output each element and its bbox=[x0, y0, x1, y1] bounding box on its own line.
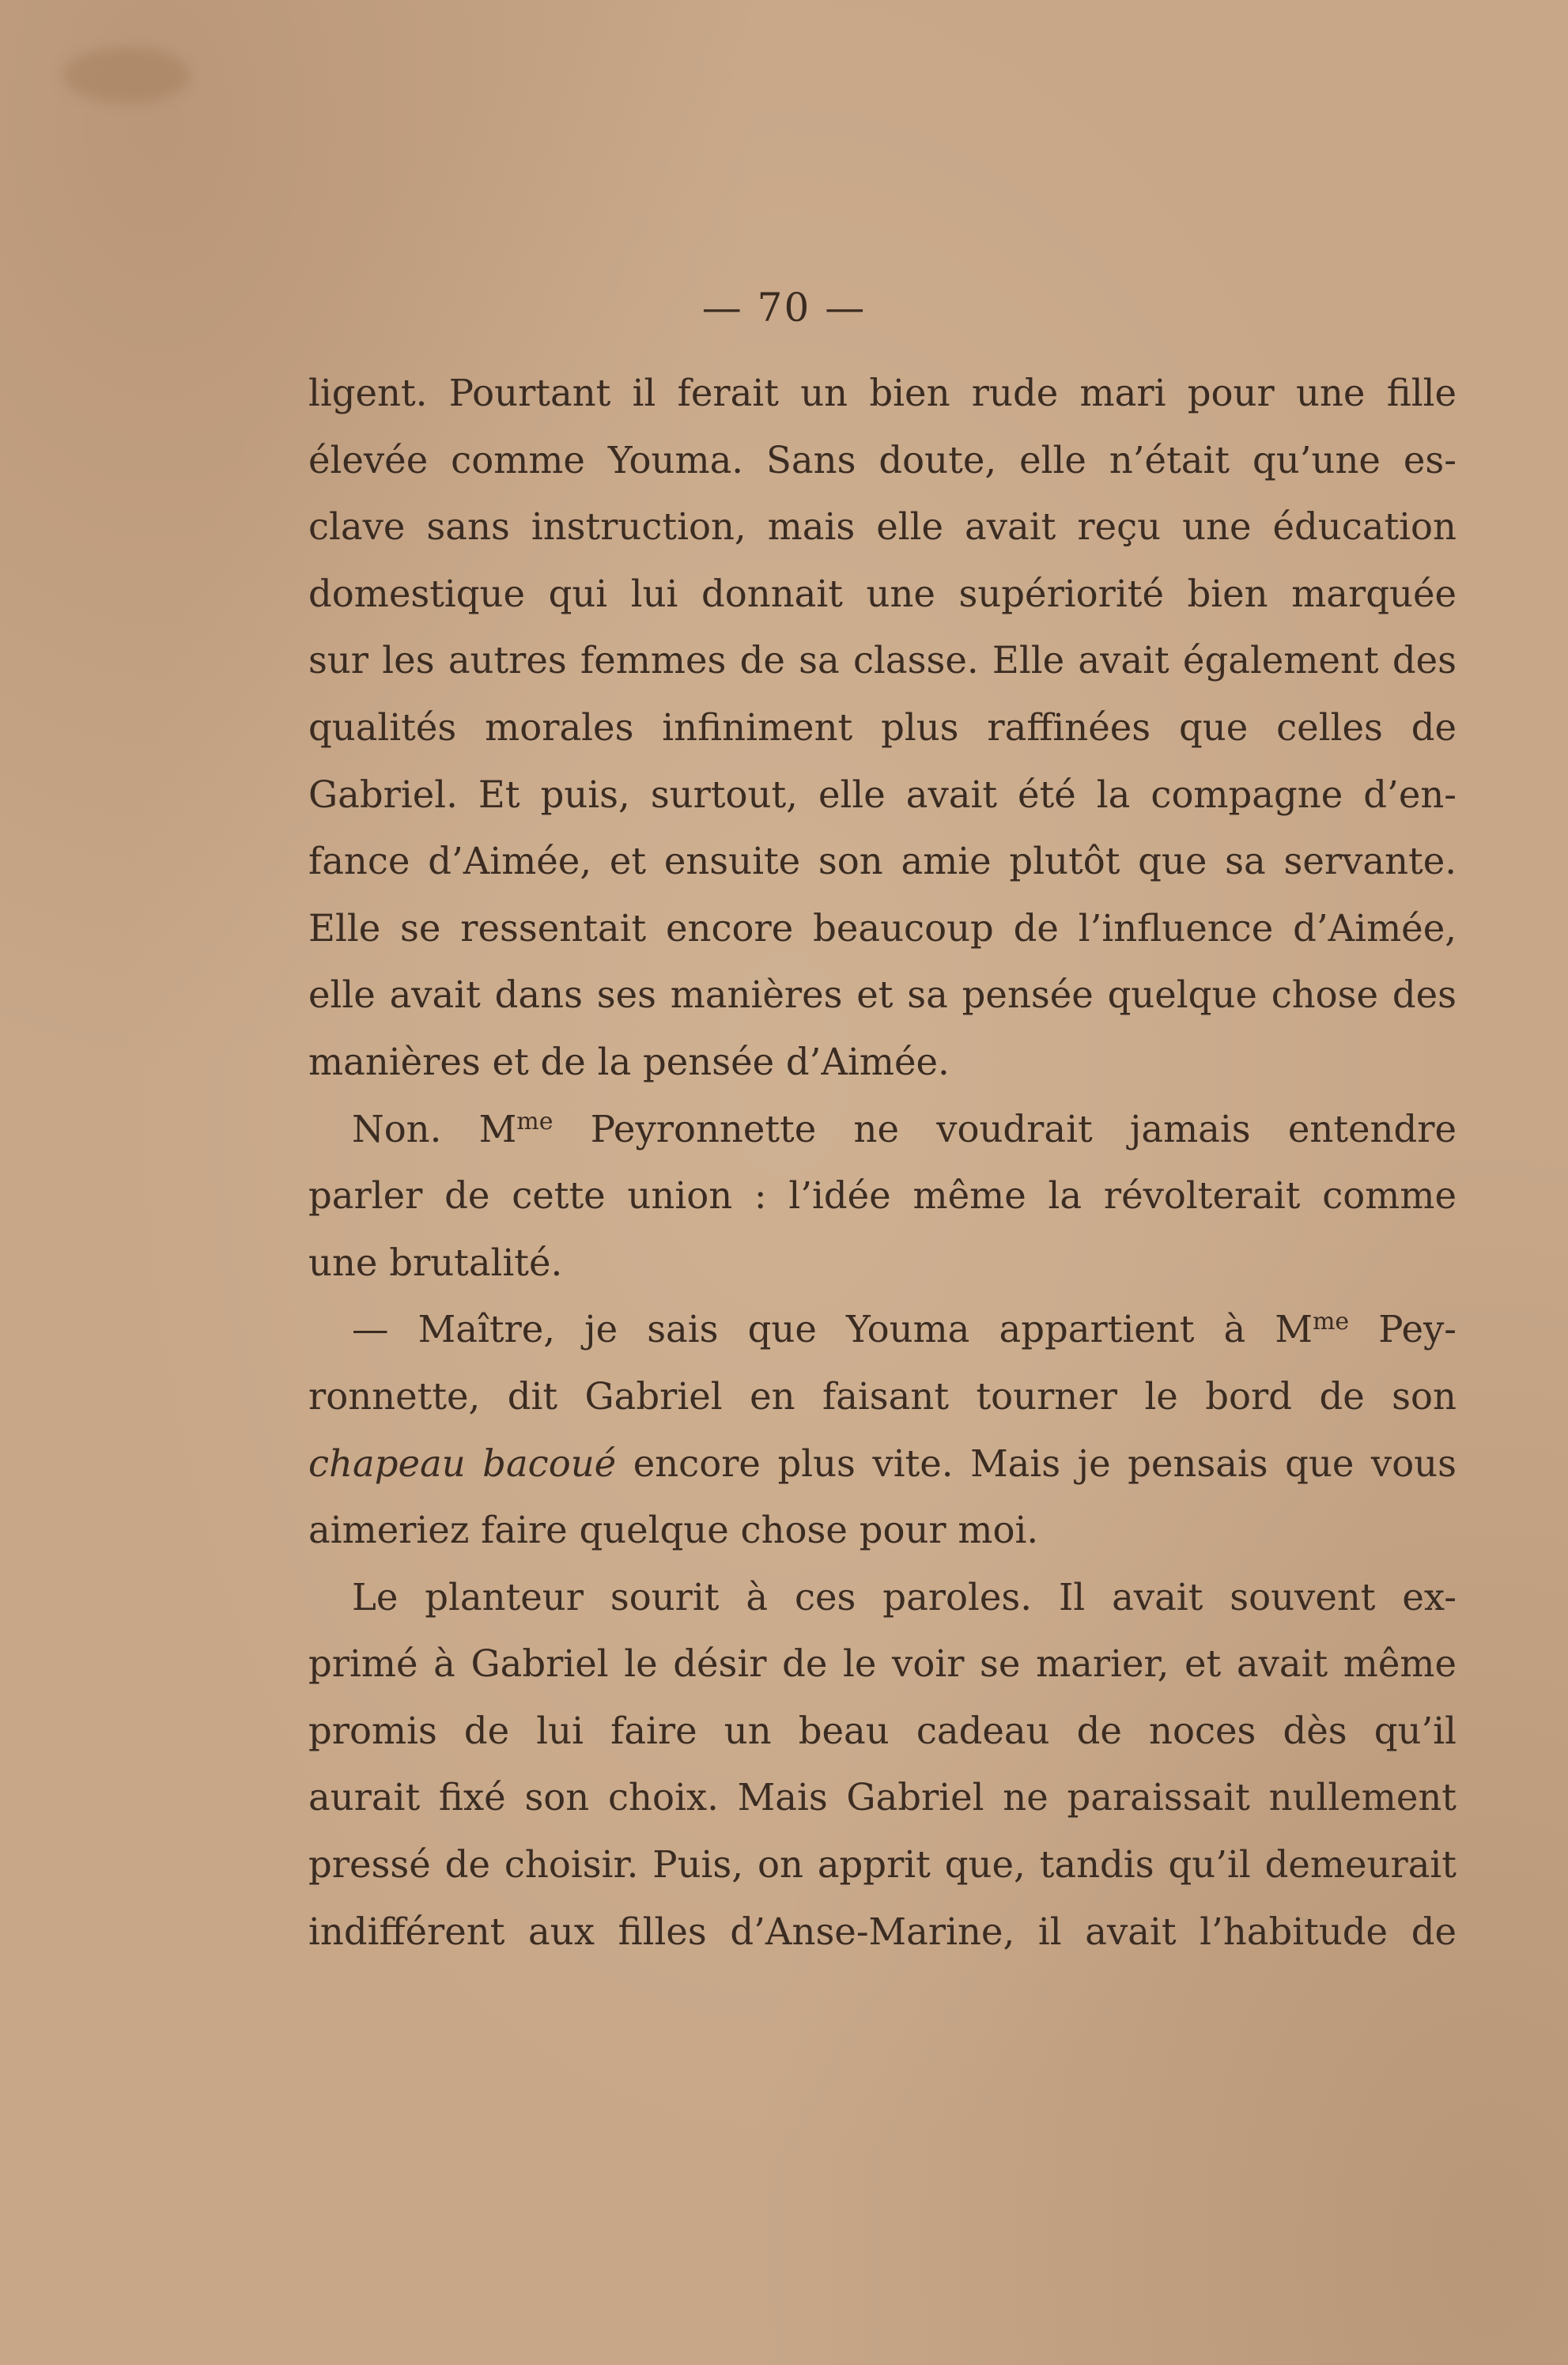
superscript: me bbox=[516, 1107, 554, 1135]
text-line: primé à Gabriel le désir de le voir se marier, et avait même bbox=[308, 1642, 1457, 1686]
text-line: aimeriez faire quelque chose pour moi. bbox=[308, 1509, 1039, 1552]
text-line: elle avait dans ses manières et sa pensée quelque chose des bbox=[308, 973, 1457, 1017]
text-line: qualités morales infiniment plus raffinées que celles de bbox=[308, 705, 1457, 749]
superscript: me bbox=[1312, 1308, 1350, 1336]
text-fragment: Pey- bbox=[1349, 1308, 1457, 1351]
page-number: — 70 — bbox=[701, 285, 867, 331]
text-fragment: encore plus vite. Mais je pensais que vous bbox=[616, 1441, 1457, 1485]
text-line: manières et de la pensée d’Aimée. bbox=[308, 1040, 950, 1083]
text-line: ligent. Pourtant il ferait un bien rude mari pour une fille bbox=[308, 372, 1457, 414]
italic-text: chapeau bacoué bbox=[308, 1441, 617, 1485]
text-line: pressé de choisir. Puis, on apprit que, tandis qu’il demeurait bbox=[308, 1843, 1457, 1887]
text-line: Le planteur sourit à ces paroles. Il avait souvent ex- bbox=[352, 1575, 1457, 1619]
text-fragment: Peyronnette ne voudrait jamais entendre bbox=[553, 1107, 1457, 1150]
text-line bbox=[308, 1096, 1457, 1163]
text-line: parler de cette union : l’idée même la révolterait comme bbox=[308, 1174, 1457, 1218]
text-line: ronnette, dit Gabriel en faisant tourner le bord de son bbox=[308, 1374, 1457, 1418]
text-fragment: — Maître, je sais que Youma appartient à M bbox=[352, 1308, 1313, 1351]
text-line: sur les autres femmes de sa classe. Elle avait également des bbox=[308, 639, 1457, 682]
text-line: clave sans instruction, mais elle avait reçu une éducation bbox=[308, 505, 1457, 549]
text-line: une brutalité. bbox=[308, 1241, 563, 1284]
text-line: promis de lui faire un beau cadeau de noces dès qu’il bbox=[308, 1709, 1457, 1752]
text-line: élevée comme Youma. Sans doute, elle n’était qu’une es- bbox=[308, 438, 1457, 482]
text-line: Gabriel. Et puis, surtout, elle avait été la compagne d’en- bbox=[308, 773, 1457, 816]
body-text bbox=[308, 360, 1457, 1965]
text-line: Elle se ressentait encore beaucoup de l’influence d’Aimée, bbox=[308, 906, 1457, 950]
paper-stain bbox=[63, 47, 190, 103]
text-line: fance d’Aimée, et ensuite son amie plutôt que sa servante. bbox=[308, 840, 1457, 883]
text-line bbox=[308, 1430, 1457, 1498]
text-line: domestique qui lui donnait une supériorité bien marquée bbox=[308, 572, 1457, 615]
text-fragment: Non. M bbox=[352, 1107, 517, 1150]
text-line: aurait fixé son choix. Mais Gabriel ne paraissait nullement bbox=[308, 1776, 1457, 1819]
text-line bbox=[308, 1296, 1457, 1363]
text-line: indifférent aux filles d’Anse-Marine, il avait l’habitude de bbox=[308, 1910, 1457, 1953]
